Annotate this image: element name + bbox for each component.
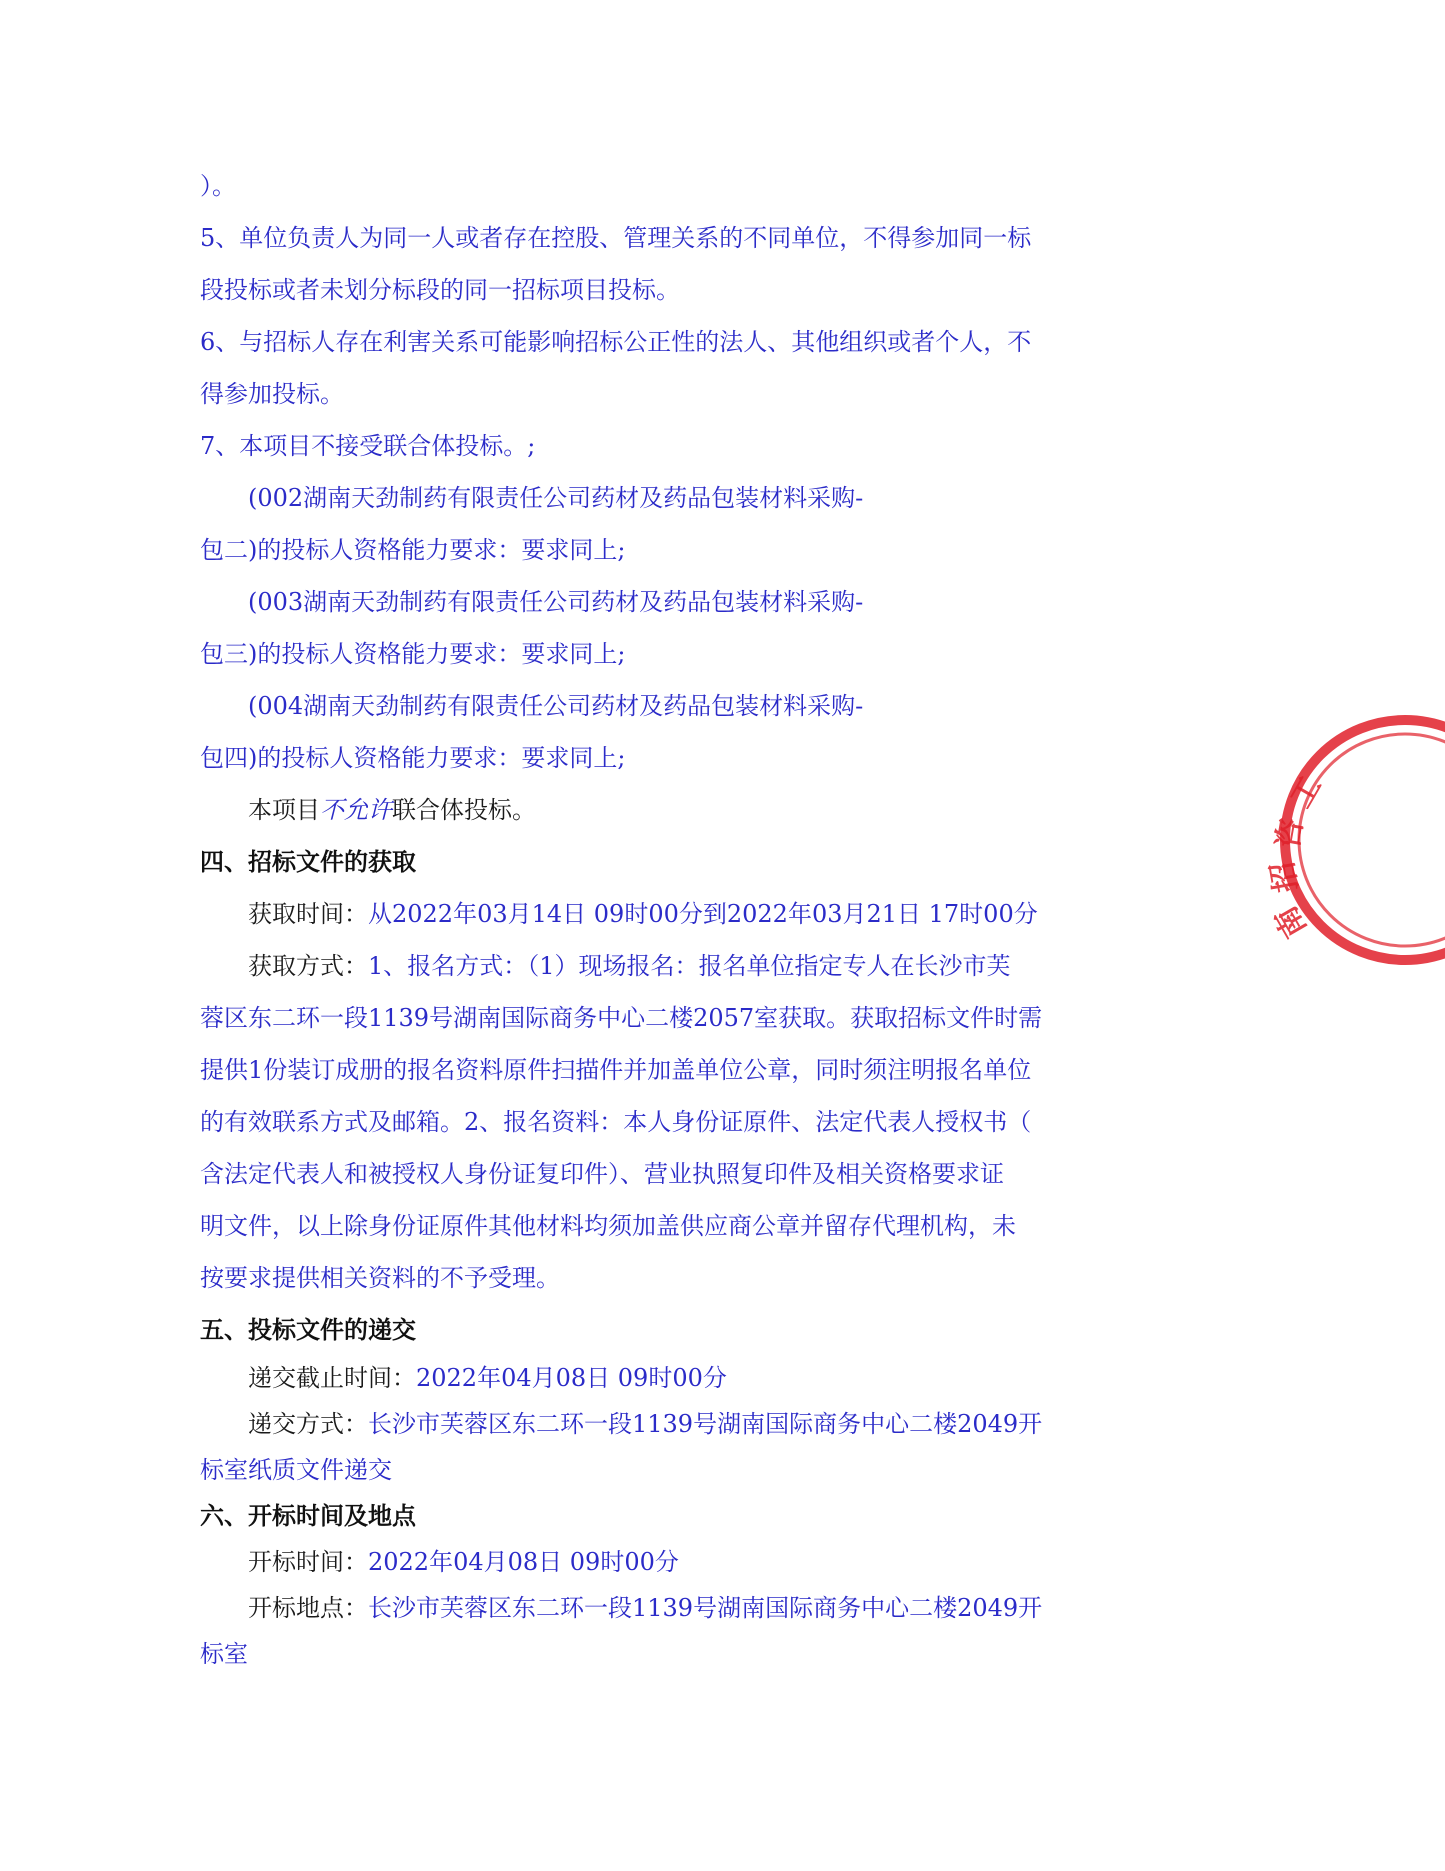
text-line: 7、本项目不接受联合体投标。; (200, 432, 536, 460)
acquire-method-line (248, 950, 1011, 982)
deadline-line (248, 1362, 727, 1394)
text-line: (002湖南天劲制药有限责任公司药材及药品包装材料采购- (248, 484, 864, 512)
section-heading: 六、开标时间及地点 (200, 1502, 416, 1530)
text-line: 6、与招标人存在利害关系可能影响招标公正性的法人、其他组织或者个人，不 (200, 328, 1032, 356)
text-span: 本项目 (248, 796, 320, 824)
field-value: 1、报名方式：（1）现场报名：报名单位指定专人在长沙市芙 (368, 952, 1011, 980)
text-line: 蓉区东二环一段1139号湖南国际商务中心二楼2057室获取。获取招标文件时需 (200, 1004, 1043, 1032)
svg-text:南: 南 (1268, 900, 1314, 944)
field-label: 获取方式： (248, 952, 368, 980)
text-line: ）。 (200, 172, 236, 200)
official-seal-stamp (1255, 690, 1445, 990)
text-span: 联合体投标。 (392, 796, 536, 824)
text-line: 按要求提供相关资料的不予受理。 (200, 1264, 560, 1292)
text-line: 包二)的投标人资格能力要求：要求同上; (200, 536, 626, 564)
text-line: 含法定代表人和被授权人身份证复印件）、营业执照复印件及相关资格要求证 (200, 1160, 1004, 1188)
text-line: 5、单位负责人为同一人或者存在控股、管理关系的不同单位，不得参加同一标 (200, 224, 1032, 252)
svg-text:招: 招 (1265, 859, 1305, 895)
text-line: 明文件，以上除身份证原件其他材料均须加盖供应商公章并留存代理机构，未 (200, 1212, 1016, 1240)
text-line: 得参加投标。 (200, 380, 344, 408)
svg-text:咨: 咨 (1270, 815, 1311, 852)
text-line: 提供1份装订成册的报名资料原件扫描件并加盖单位公章，同时须注明报名单位 (200, 1056, 1032, 1084)
text-line: (003湖南天劲制药有限责任公司药材及药品包装材料采购- (248, 588, 864, 616)
section-heading: 五、投标文件的递交 (200, 1316, 416, 1344)
open-time-line (248, 1546, 679, 1578)
field-label: 递交方式： (248, 1410, 368, 1438)
text-line: 标室纸质文件递交 (200, 1456, 392, 1484)
text-line: 包三)的投标人资格能力要求：要求同上; (200, 640, 626, 668)
section-heading: 四、招标文件的获取 (200, 848, 416, 876)
open-place-line (248, 1592, 1042, 1624)
submit-method-line (248, 1408, 1042, 1440)
field-label: 递交截止时间： (248, 1364, 416, 1392)
field-label: 开标时间： (248, 1548, 368, 1576)
field-value: 从2022年03月14日 09时00分到2022年03月21日 17时00分 (368, 900, 1038, 928)
field-value: 长沙市芙蓉区东二环一段1139号湖南国际商务中心二楼2049开 (368, 1410, 1043, 1438)
text-line: 的有效联系方式及邮箱。2、报名资料：本人身份证原件、法定代表人授权书（ (200, 1108, 1032, 1136)
field-label: 获取时间： (248, 900, 368, 928)
text-line: (004湖南天劲制药有限责任公司药材及药品包装材料采购- (248, 692, 864, 720)
emphasis-text: 不允许 (320, 796, 392, 824)
text-line: 段投标或者未划分标段的同一招标项目投标。 (200, 276, 680, 304)
text-line: 包四)的投标人资格能力要求：要求同上; (200, 744, 626, 772)
svg-text:工: 工 (1283, 770, 1329, 814)
field-value: 2022年04月08日 09时00分 (416, 1364, 727, 1392)
consortium-line (248, 794, 536, 826)
text-line: 标室 (200, 1640, 248, 1668)
field-label: 开标地点： (248, 1594, 368, 1622)
acquire-time-line (248, 898, 1038, 930)
field-value: 长沙市芙蓉区东二环一段1139号湖南国际商务中心二楼2049开 (368, 1594, 1043, 1622)
field-value: 2022年04月08日 09时00分 (368, 1548, 679, 1576)
